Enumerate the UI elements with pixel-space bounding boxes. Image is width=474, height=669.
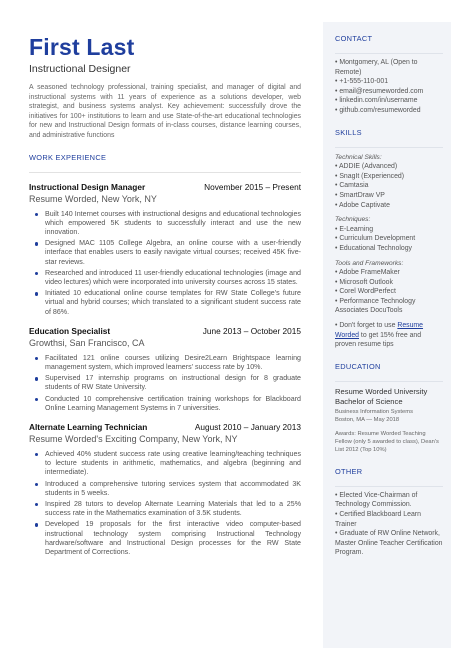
job-title: Education Specialist (29, 325, 111, 336)
skills-list (335, 162, 443, 210)
bullet-item: Inspired 28 tutors to develop Alternate Learning Materials that led to a 25% success rate in the Mathematics examination of 3.5K students. (45, 500, 301, 518)
job-organization: Resume Worded, New York, NY (29, 193, 157, 204)
bullet-dot-icon (35, 292, 38, 295)
bullet-item: Introduced a comprehensive tutoring services system that accommodated 3K students in 5 weeks. (45, 480, 301, 498)
bullet-dot-icon (35, 523, 38, 526)
bullet-dot-icon (35, 242, 38, 245)
other-item: • Elected Vice-Chairman of Technology Commission. (335, 491, 418, 509)
bullet-item: Conducted 10 comprehensive certification training workshops for Blackboard Online Learning Management Systems in 7 universities. (45, 395, 301, 413)
tip-list (335, 321, 443, 350)
skill-item: • Adobe Captivate (335, 201, 390, 209)
sidebar (323, 22, 451, 648)
bullet-item: Developed 19 proposals for the first interactive video computer-based instructional technology system comprising Instructional Technology hardware/software and Instructional Design processes for the RW State Department of Corrections. (45, 520, 301, 557)
bullet-item: Built 140 Internet courses with instructional designs and educational technologies which empowered 5K students to successfully interact and use the new innovation. (45, 210, 301, 238)
bullet-item: Facilitated 121 online courses utilizing Desire2Learn Brightspace learning management system, which improved learners' success rate by 10%. (45, 354, 301, 372)
skill-item: • SmartDraw VP (335, 191, 385, 199)
bullet-item: Designed MAC 1105 College Algebra, an online course with a user-friendly interface that enables users to easily navigate virtual courses; received 45K five-star reviews. (45, 239, 301, 267)
main-column (29, 34, 301, 559)
candidate-name: First Last (29, 34, 135, 60)
skill-item: • Adobe FrameMaker (335, 269, 400, 277)
job-organization: Growthsi, San Francisco, CA (29, 337, 145, 348)
skill-item: • Curriculum Development (335, 235, 416, 243)
bullet-dot-icon (35, 503, 38, 506)
summary-paragraph: A seasoned technology professional, training specialist, and manager of digital and instructional systems with 11 years of experience as a solutions developer, web strategist, and business systems analyst. Key achievement: successfully drove the initiatives for 100+ institutions to learn and use State-of-the-art educational technologies for new and Instructional Design formats of in-class courses, distance learning courses, and administrative functions (29, 84, 301, 139)
bullet-dot-icon (35, 398, 38, 401)
work-experience-heading: WORK EXPERIENCE (29, 152, 107, 162)
skill-item: • Educational Technology (335, 244, 412, 252)
resume-worded-link[interactable]: Resume Worded (335, 322, 424, 339)
education-field: Business Information Systems (335, 408, 413, 415)
skills-group-label: Technical Skills: (335, 153, 382, 161)
education-school: Resume Worded University (335, 386, 428, 396)
job-title: Instructional Design Manager (29, 181, 146, 192)
bullet-dot-icon (35, 377, 38, 380)
bullet-item: Initiated 10 educational online course templates for RW State College's future virtual and hybrid courses; which translated to a significant student success rate of 86%. (45, 289, 301, 317)
contact-email[interactable]: • email@resumeworded.com (335, 87, 424, 95)
other-item: • Certified Blackboard Learn Trainer (335, 511, 421, 528)
skills-heading: SKILLS (335, 127, 362, 137)
section-divider (335, 381, 443, 382)
bullet-item: Achieved 40% student success rate using creative learning/teaching techniques to lecture students in arithmetic, mathematics, and algebra (beginning and intermediate). (45, 450, 301, 478)
job-entry (29, 182, 301, 317)
other-list (335, 491, 443, 558)
job-bullets (29, 354, 301, 413)
other-heading: OTHER (335, 466, 363, 476)
contact-list (335, 58, 443, 116)
job-bullets (29, 210, 301, 317)
job-entry (29, 422, 301, 557)
contact-phone: • +1-555-110-001 (335, 78, 389, 86)
job-bullets (29, 450, 301, 557)
bullet-dot-icon (35, 213, 38, 216)
skill-item: • ADDIE (Advanced) (335, 163, 398, 171)
education-degree: Bachelor of Science (335, 397, 403, 407)
skill-item: • E-Learning (335, 225, 374, 233)
job-dates: November 2015 – Present (204, 181, 301, 192)
skill-item: • Camtasia (335, 182, 369, 190)
job-dates: June 2013 – October 2015 (202, 325, 301, 336)
education-location-dates: Boston, MA — May 2018 (335, 417, 400, 424)
skill-item: • SnagIt (Experienced) (335, 172, 405, 180)
skills-list (335, 225, 443, 254)
bullet-dot-icon (35, 272, 38, 275)
skills-group-label: Techniques: (335, 216, 371, 224)
skills-group-label: Tools and Frameworks: (335, 259, 404, 267)
job-dates: August 2010 – January 2013 (194, 422, 301, 433)
section-divider (335, 486, 443, 487)
bullet-dot-icon (35, 357, 38, 360)
job-entry (29, 326, 301, 413)
resume-tip: • Don't forget to use Resume Worded to get 15% free and proven resume tips (335, 322, 424, 349)
candidate-title: Instructional Designer (29, 63, 131, 75)
job-organization: Resume Worded's Exciting Company, New York, NY (29, 434, 238, 445)
section-divider (29, 172, 301, 173)
section-divider (335, 53, 443, 54)
education-heading: EDUCATION (335, 361, 381, 371)
skill-item: • Performance Technology Associates DocuTools (335, 297, 416, 315)
skills-list (335, 268, 443, 316)
other-item: • Graduate of RW Online Network, Master Online Teacher Certification Program. (335, 530, 443, 557)
skill-item: • Microsoft Outlook (335, 278, 393, 286)
contact-github[interactable]: • github.com/resumeworded (335, 106, 421, 114)
bullet-item: Researched and introduced 11 user-friendly educational technologies (image and video lectures) which were incorporated into university courses across 15 states. (45, 269, 301, 287)
skill-item: • Corel WordPerfect (335, 288, 396, 296)
contact-linkedin[interactable]: • linkedin.com/in/username (335, 97, 418, 105)
contact-heading: CONTACT (335, 34, 373, 43)
job-title: Alternate Learning Technician (29, 422, 148, 433)
bullet-item: Supervised 17 internship programs on instructional design for 8 graduate students of RW State University. (45, 374, 301, 392)
contact-location: • Montgomery, AL (Open to Remote) (335, 59, 418, 76)
bullet-dot-icon (35, 453, 38, 456)
education-awards: Awards: Resume Worded Teaching Fellow (only 5 awarded to class), Dean's List 2012 (Top 10%) (335, 430, 439, 454)
bullet-dot-icon (35, 483, 38, 486)
section-divider (335, 147, 443, 148)
